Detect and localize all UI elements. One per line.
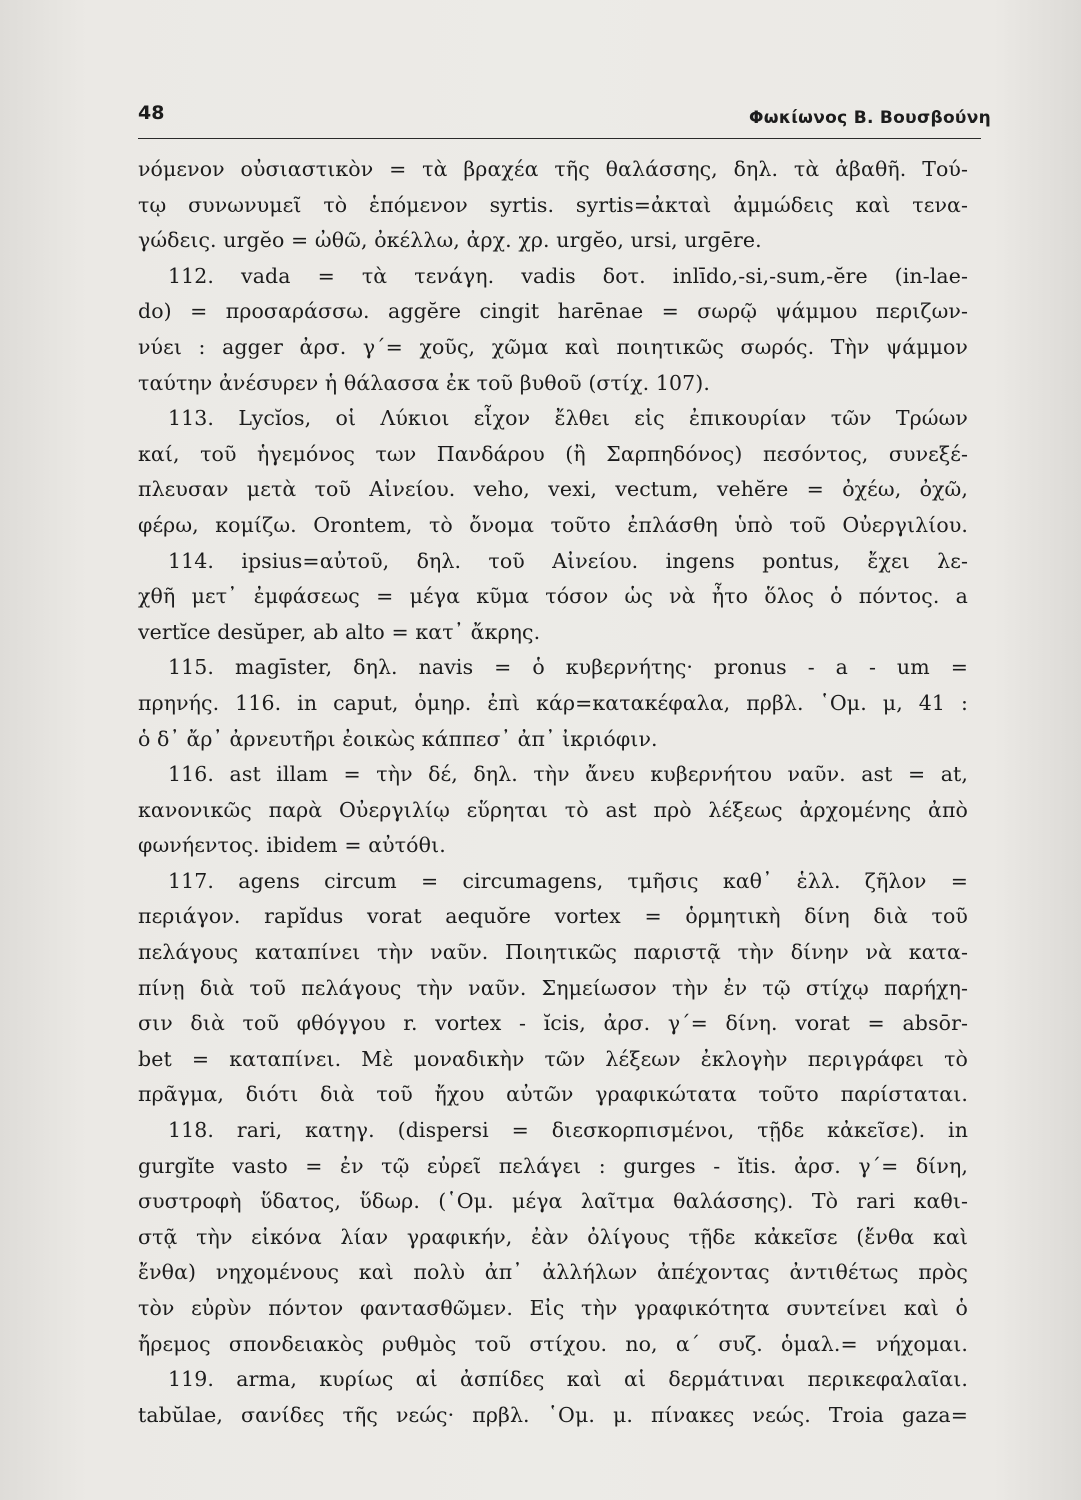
- text-line: 112. vada = τὰ τενάγη. vadis δοτ. inlīdo,-si,-sum,-ĕre (in-lae-: [168, 263, 968, 288]
- text-line: 116. ast illam = τὴν δέ, δηλ. τὴν ἄνευ κυβερνήτου ναῦν. ast = at,: [168, 762, 968, 787]
- text-line: περιάγον. rapĭdus vorat aequŏre vortex = ὁρμητικὴ δίνη διὰ τοῦ: [138, 904, 968, 929]
- text-line: τὸν εὐρὺν πόντον φαντασθῶμεν. Εἰς τὴν γραφικότητα συντείνει καὶ ὁ: [138, 1296, 968, 1320]
- text-line: νόμενον οὐσιαστικὸν = τὰ βραχέα τῆς θαλάσσης, δηλ. τὰ ἀβαθῆ. Τού-: [138, 157, 968, 181]
- text-line: πρηνής. 116. in caput, ὁμηρ. ἐπὶ κάρ=κατακέφαλα, πρβλ. ῾Ομ. μ, 41 :: [138, 690, 968, 715]
- text-line: χθῆ μετ᾿ ἐμφάσεως = μέγα κῦμα τόσον ὡς νὰ ἦτο ὅλος ὁ πόντος. a: [138, 584, 968, 609]
- running-head: Φωκίωνος Β. Βουσβούνη: [749, 108, 991, 128]
- commentary-text: [138, 152, 968, 1433]
- text-line: τῳ συνωνυμεῖ τὸ ἑπόμενον syrtis. syrtis=ἀκταὶ ἀμμώδεις καὶ τενα-: [138, 192, 968, 217]
- text-line: 114. ipsius=αὐτοῦ, δηλ. τοῦ Αἰνείου. ingens pontus, ἔχει λε-: [168, 548, 968, 573]
- text-line: κανονικῶς παρὰ Οὐεργιλίῳ εὕρηται τὸ ast πρὸ λέξεως ἀρχομένης ἀπὸ: [138, 797, 968, 822]
- text-line: gurgĭte vasto = ἐν τῷ εὐρεῖ πελάγει : gurges - ĭtis. ἀρσ. γ΄= δίνη,: [138, 1153, 968, 1178]
- text-line: φωνήεντος. ibidem = αὐτόθι.: [138, 833, 446, 858]
- text-line: συστροφὴ ὕδατος, ὕδωρ. (῾Ομ. μέγα λαῖτμα θαλάσσης). Τὸ rari καθι-: [138, 1189, 968, 1214]
- text-line: 113. Lycĭos, οἱ Λύκιοι εἶχον ἔλθει εἰς ἐπικουρίαν τῶν Τρώων: [168, 406, 968, 431]
- text-line: bet = καταπίνει. Μὲ μοναδικὴν τῶν λέξεων ἐκλογὴν περιγράφει τὸ: [138, 1046, 968, 1071]
- text-line: ἤρεμος σπονδειακὸς ρυθμὸς τοῦ στίχου. no, α΄ συζ. ὁμαλ.= νήχομαι.: [138, 1331, 968, 1356]
- text-line: πίνῃ διὰ τοῦ πελάγους τὴν ναῦν. Σημείωσον τὴν ἐν τῷ στίχῳ παρήχη-: [138, 975, 968, 1000]
- text-line: νύει : agger ἀρσ. γ΄= χοῦς, χῶμα καὶ ποιητικῶς σωρός. Τὴν ψάμμον: [138, 334, 968, 359]
- text-line: φέρω, κομίζω. Orontem, τὸ ὄνομα τοῦτο ἐπλάσθη ὑπὸ τοῦ Οὐεργιλίου.: [138, 512, 968, 537]
- text-line: καί, τοῦ ἡγεμόνος των Πανδάρου (ἢ Σαρπηδόνος) πεσόντος, συνεξέ-: [138, 441, 968, 466]
- page-number: 48: [138, 102, 165, 124]
- text-line: στᾷ τὴν εἰκόνα λίαν γραφικήν, ἐὰν ὀλίγους τῇδε κἀκεῖσε (ἔνθα καὶ: [138, 1224, 968, 1249]
- text-line: ὁ δ᾿ ἄρ᾿ ἀρνευτῆρι ἐοικὼς κάππεσ᾿ ἀπ᾿ ἰκριόφιν.: [138, 726, 658, 751]
- text-line: do) = προσαράσσω. aggĕre cingit harēnae = σωρῷ ψάμμου περιζων-: [138, 299, 968, 324]
- text-line: 118. rari, κατηγ. (dispersi = διεσκορπισμένοι, τῇδε κἀκεῖσε). in: [168, 1118, 968, 1143]
- text-line: tabŭlae, σανίδες τῆς νεώς· πρβλ. ῾Ομ. μ. πίνακες νεώς. Troia gaza=: [138, 1402, 968, 1427]
- text-line: σιν διὰ τοῦ φθόγγου r. vortex - ĭcis, ἀρσ. γ΄= δίνη. vorat = absōr-: [138, 1011, 968, 1036]
- text-line: 117. agens circum = circumagens, τμῆσις καθ᾿ ἑλλ. ζῆλον =: [168, 868, 968, 893]
- text-line: πλευσαν μετὰ τοῦ Αἰνείου. veho, vexi, vectum, vehĕre = ὀχέω, ὀχῶ,: [138, 477, 968, 502]
- text-line: γώδεις. urgĕo = ὠθῶ, ὀκέλλω, ἀρχ. χρ. urgĕo, ursi, urgēre.: [138, 228, 762, 253]
- text-line: πελάγους καταπίνει τὴν ναῦν. Ποιητικῶς παριστᾷ τὴν δίνην νὰ κατα-: [138, 940, 968, 965]
- text-line: 119. arma, κυρίως αἱ ἀσπίδες καὶ αἱ δερμάτιναι περικεφαλαῖαι.: [168, 1367, 968, 1392]
- text-line: ταύτην ἀνέσυρεν ἡ θάλασσα ἐκ τοῦ βυθοῦ (στίχ. 107).: [138, 370, 710, 395]
- page-header: [138, 98, 991, 139]
- text-line: 115. magīster, δηλ. navis = ὁ κυβερνήτης· pronus - a - um =: [168, 655, 968, 680]
- text-line: ἔνθα) νηχομένους καὶ πολὺ ἀπ᾿ ἀλλήλων ἀπέχοντας ἀντιθέτως πρὸς: [138, 1260, 968, 1285]
- text-line: vertĭce desŭper, ab alto = κατ᾿ ἄκρης.: [138, 619, 541, 644]
- text-line: πρᾶγμα, διότι διὰ τοῦ ἤχου αὐτῶν γραφικώτατα τοῦτο παρίσταται.: [138, 1082, 968, 1107]
